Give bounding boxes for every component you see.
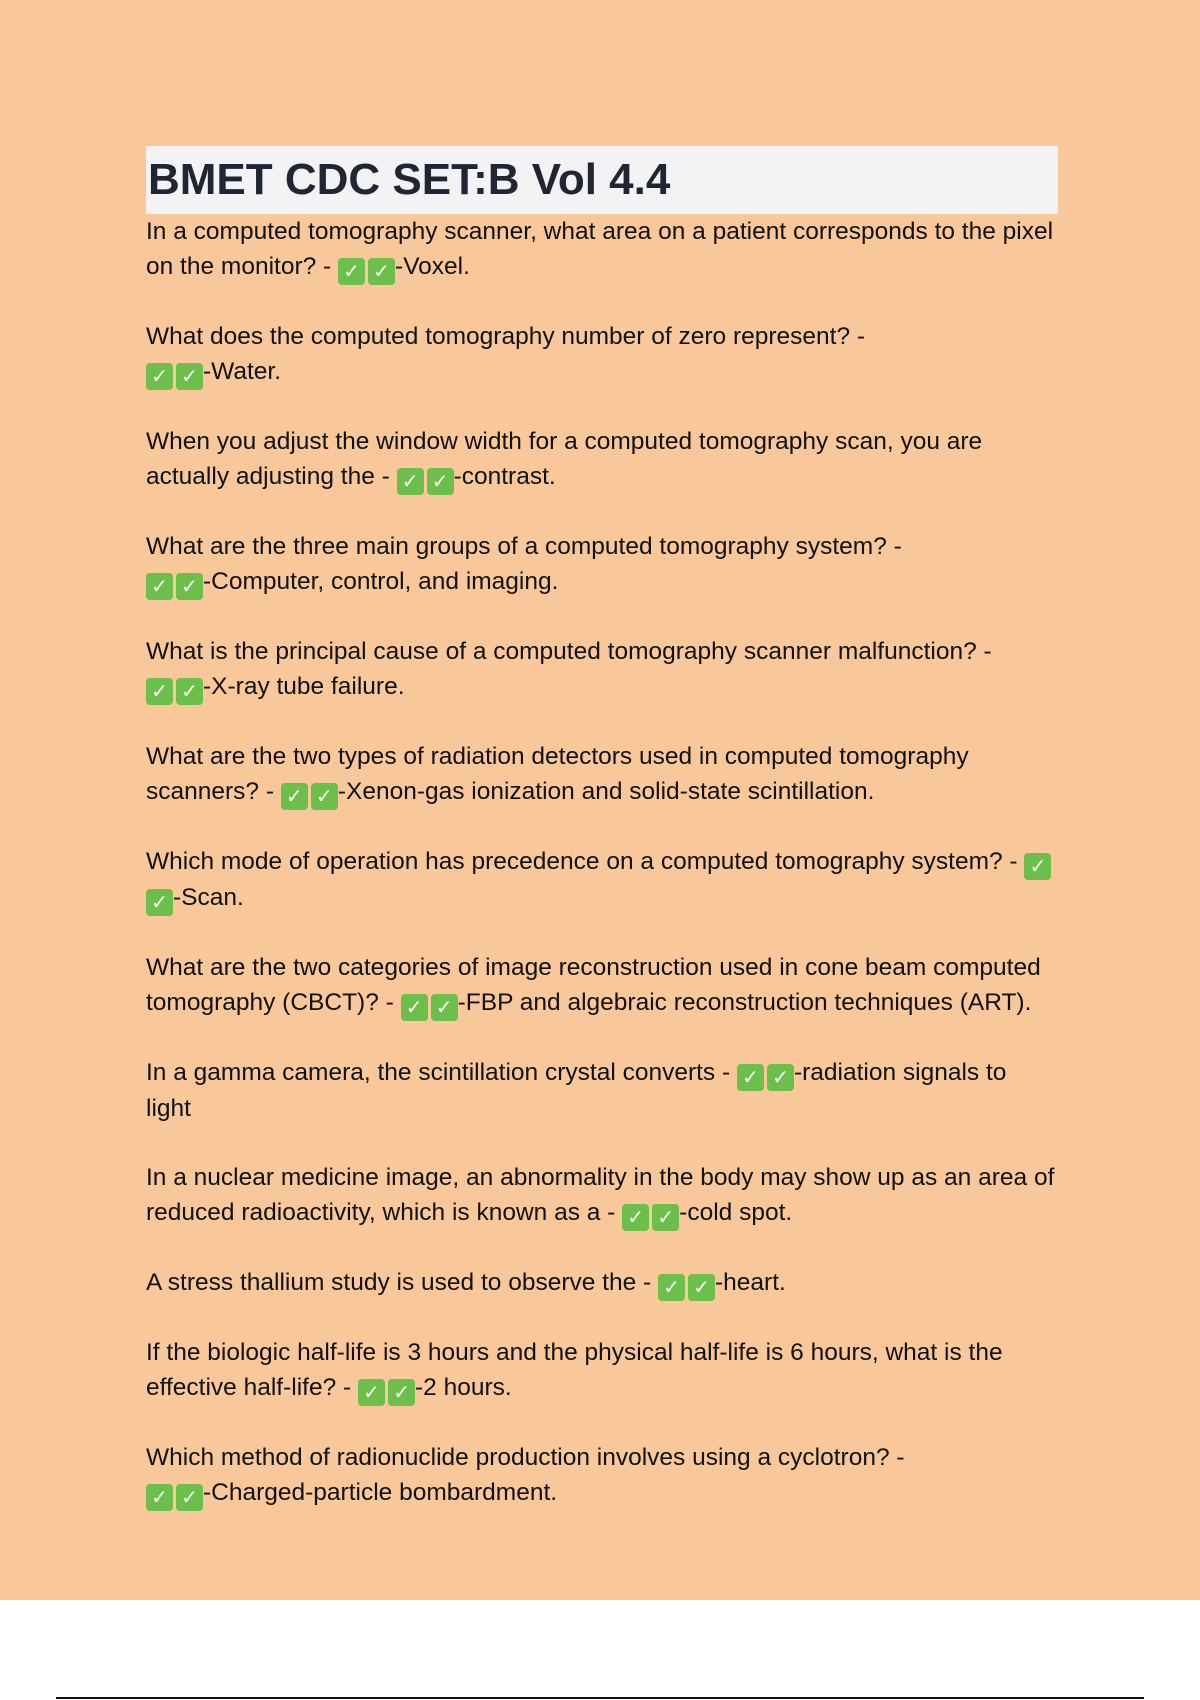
- check-mark-icon: ✓: [652, 1204, 679, 1231]
- check-mark-icon: ✓: [368, 258, 395, 285]
- check-mark-icon: ✓: [767, 1064, 794, 1091]
- question-text: What are the two categories of image reconstruction used in cone beam computed tomography (CBCT)? -: [146, 954, 1041, 1016]
- check-mark-icon: ✓: [427, 468, 454, 495]
- answer-text: -radiation signals to light: [146, 1059, 1007, 1122]
- qa-item: [146, 1440, 1058, 1511]
- check-mark-icon: ✓: [622, 1204, 649, 1231]
- check-mark-icon: ✓: [431, 994, 458, 1021]
- check-mark-icon: ✓: [1024, 853, 1051, 880]
- check-mark-icon: ✓: [176, 1484, 203, 1511]
- qa-item: [146, 319, 1058, 390]
- title-banner: [146, 146, 1058, 214]
- question-text: A stress thallium study is used to observe the -: [146, 1269, 659, 1296]
- answer-text: -Charged-particle bombardment.: [203, 1479, 558, 1506]
- check-mark-icon: ✓: [338, 258, 365, 285]
- document-body: [146, 146, 1058, 1545]
- answer-text: -2 hours.: [414, 1374, 512, 1401]
- answer-text: -X-ray tube failure.: [203, 673, 405, 700]
- qa-item: [146, 739, 1058, 810]
- qa-item: [146, 529, 1058, 600]
- qa-item: [146, 214, 1058, 285]
- qa-item: [146, 1265, 1058, 1301]
- question-text: What are the three main groups of a computed tomography system? -: [146, 533, 902, 560]
- check-mark-icon: ✓: [176, 678, 203, 705]
- check-mark-icon: ✓: [146, 678, 173, 705]
- qa-item: [146, 1335, 1058, 1406]
- answer-text: -Computer, control, and imaging.: [203, 568, 559, 595]
- question-text: What is the principal cause of a computed tomography scanner malfunction? -: [146, 638, 992, 665]
- answer-text: -Scan.: [173, 884, 244, 911]
- check-mark-icon: ✓: [397, 468, 424, 495]
- answer-text: -heart.: [715, 1269, 786, 1296]
- qa-list: [146, 214, 1058, 1511]
- document-title: BMET CDC SET:B Vol 4.4: [148, 155, 671, 204]
- footer-divider: [56, 1697, 1144, 1699]
- check-mark-icon: ✓: [658, 1274, 685, 1301]
- check-mark-icon: ✓: [737, 1064, 764, 1091]
- qa-item: [146, 424, 1058, 495]
- question-text: Which method of radionuclide production involves using a cyclotron? -: [146, 1444, 905, 1471]
- qa-item: [146, 634, 1058, 705]
- answer-text: -contrast.: [453, 463, 556, 490]
- question-text: In a computed tomography scanner, what area on a patient corresponds to the pixel on the monitor? -: [146, 218, 1054, 280]
- question-text: What does the computed tomography number of zero represent? -: [146, 323, 866, 350]
- answer-text: -Voxel.: [395, 253, 470, 280]
- check-mark-icon: ✓: [176, 573, 203, 600]
- question-text: If the biologic half-life is 3 hours and the physical half-life is 6 hours, what is the effective half-life? -: [146, 1339, 1003, 1401]
- qa-item: [146, 950, 1058, 1021]
- check-mark-icon: ✓: [358, 1379, 385, 1406]
- check-mark-icon: ✓: [146, 889, 173, 916]
- check-mark-icon: ✓: [311, 783, 338, 810]
- question-text: Which mode of operation has precedence on a computed tomography system? -: [146, 848, 1025, 875]
- check-mark-icon: ✓: [281, 783, 308, 810]
- check-mark-icon: ✓: [401, 994, 428, 1021]
- answer-text: -Xenon-gas ionization and solid-state scintillation.: [337, 778, 875, 805]
- check-mark-icon: ✓: [688, 1274, 715, 1301]
- qa-item: [146, 1055, 1058, 1126]
- question-text: In a gamma camera, the scintillation crystal converts -: [146, 1059, 737, 1086]
- answer-text: -FBP and algebraic reconstruction techniques (ART).: [457, 989, 1032, 1016]
- check-mark-icon: ✓: [146, 363, 173, 390]
- check-mark-icon: ✓: [388, 1379, 415, 1406]
- check-mark-icon: ✓: [176, 363, 203, 390]
- check-mark-icon: ✓: [146, 573, 173, 600]
- check-mark-icon: ✓: [146, 1484, 173, 1511]
- qa-item: [146, 844, 1058, 916]
- answer-text: -Water.: [203, 358, 282, 385]
- qa-item: [146, 1160, 1058, 1231]
- question-text: What are the two types of radiation detectors used in computed tomography scanners? -: [146, 743, 969, 805]
- question-text: In a nuclear medicine image, an abnormality in the body may show up as an area of reduced radioactivity, which is known as a -: [146, 1164, 1055, 1226]
- question-text: When you adjust the window width for a computed tomography scan, you are actually adjusting the -: [146, 428, 983, 490]
- answer-text: -cold spot.: [679, 1199, 793, 1226]
